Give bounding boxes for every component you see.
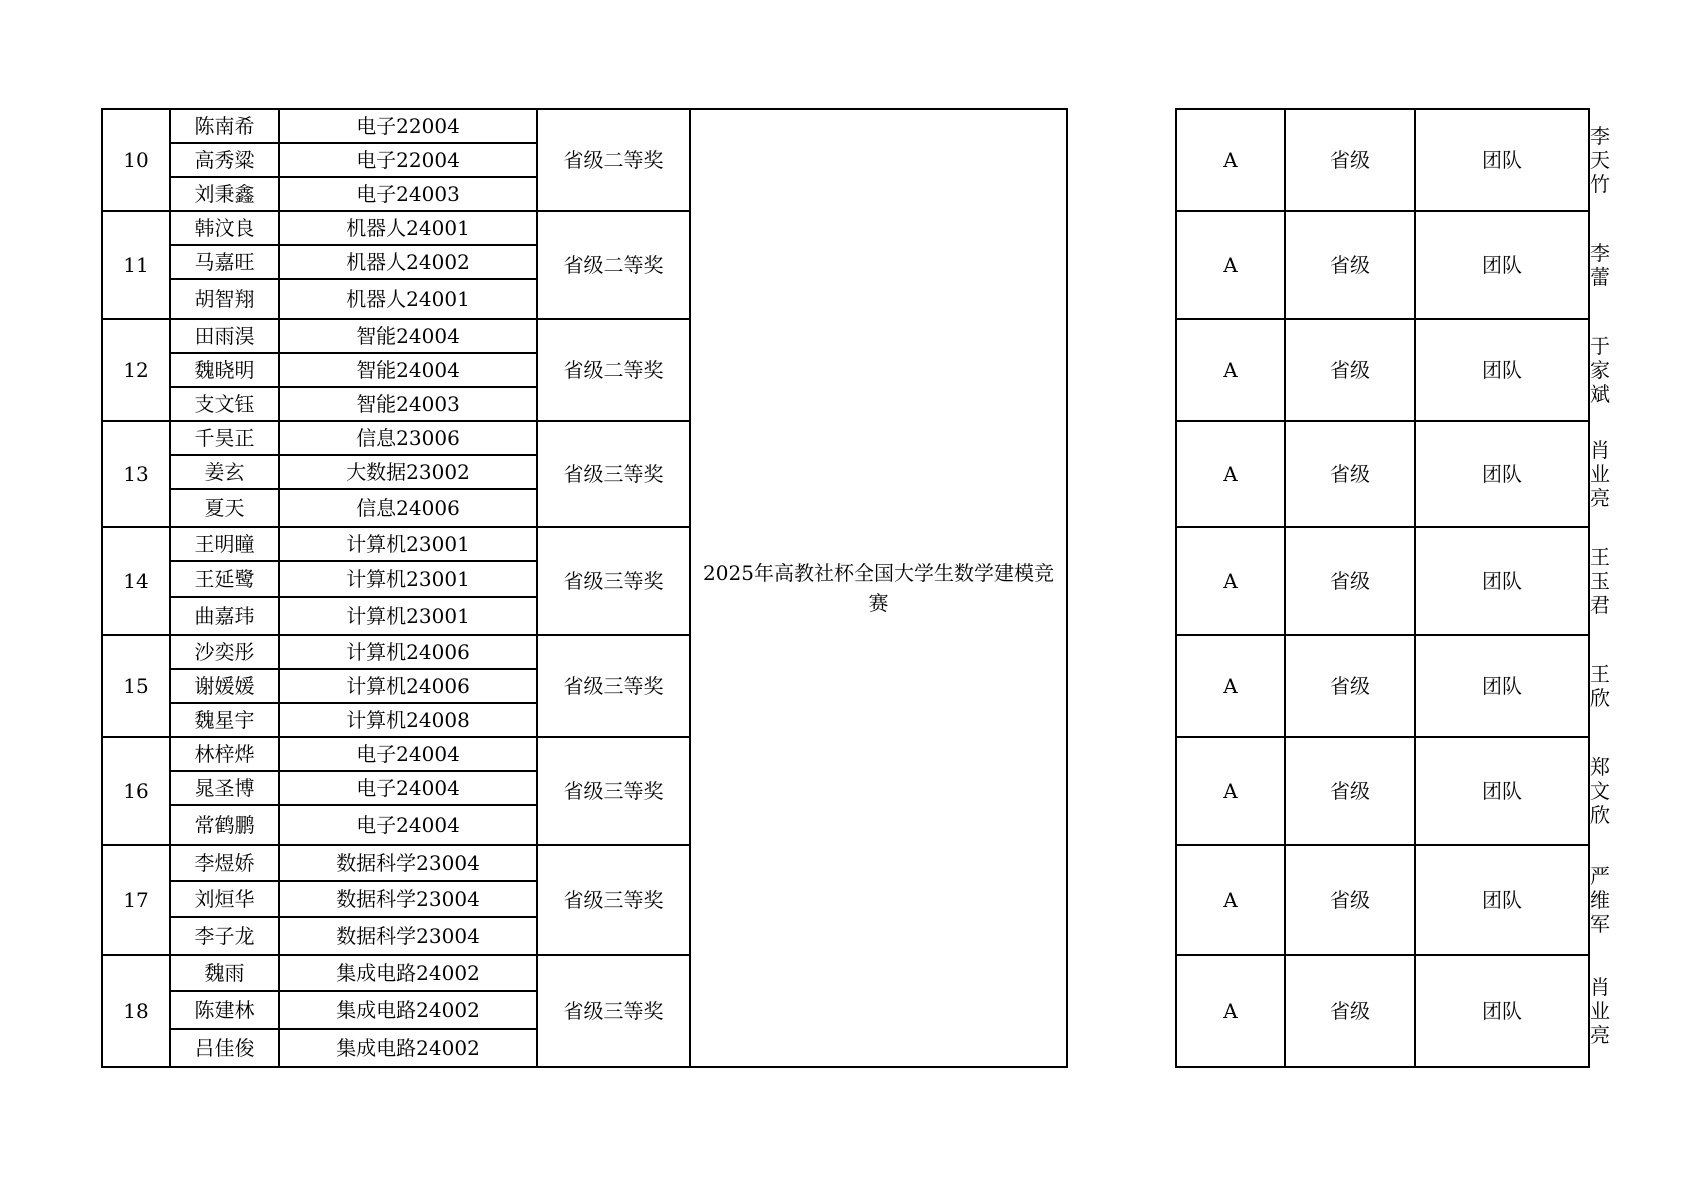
- type-cell: 团队: [1415, 421, 1589, 527]
- type-cell: 团队: [1415, 845, 1589, 955]
- spacer-cell: [1067, 211, 1176, 319]
- category-cell: A: [1176, 109, 1285, 211]
- award-cell: 省级三等奖: [537, 845, 690, 955]
- member-name-cell: 支文钰: [170, 387, 279, 421]
- category-cell: A: [1176, 211, 1285, 319]
- spacer-cell: [1067, 319, 1176, 421]
- member-name-cell: 马嘉旺: [170, 245, 279, 279]
- spacer-cell: [1067, 845, 1176, 955]
- member-name-cell: 姜玄: [170, 455, 279, 489]
- member-class-cell: 数据科学23004: [279, 881, 537, 917]
- member-class-cell: 电子24003: [279, 177, 537, 211]
- member-name-cell: 韩汶良: [170, 211, 279, 245]
- member-class-cell: 智能24004: [279, 353, 537, 387]
- member-name-cell: 刘烜华: [170, 881, 279, 917]
- member-class-cell: 计算机23001: [279, 597, 537, 635]
- member-class-cell: 数据科学23004: [279, 917, 537, 955]
- table-row: 13 千昊正 信息23006 省级三等奖 A 省级 团队 肖业亮: [102, 421, 1589, 455]
- member-name-cell: 李煜娇: [170, 845, 279, 881]
- member-name-cell: 胡智翔: [170, 279, 279, 319]
- member-class-cell: 计算机24006: [279, 669, 537, 703]
- type-cell: 团队: [1415, 109, 1589, 211]
- member-name-cell: 刘秉鑫: [170, 177, 279, 211]
- award-cell: 省级三等奖: [537, 635, 690, 737]
- member-class-cell: 大数据23002: [279, 455, 537, 489]
- level-cell: 省级: [1285, 845, 1415, 955]
- member-name-cell: 曲嘉玮: [170, 597, 279, 635]
- table-row: 14 王明瞳 计算机23001 省级三等奖 A 省级 团队 王玉君: [102, 527, 1589, 561]
- group-number-cell: 13: [102, 421, 170, 527]
- member-class-cell: 集成电路24002: [279, 991, 537, 1029]
- category-cell: A: [1176, 737, 1285, 845]
- level-cell: 省级: [1285, 635, 1415, 737]
- member-class-cell: 计算机23001: [279, 527, 537, 561]
- award-cell: 省级三等奖: [537, 421, 690, 527]
- type-cell: 团队: [1415, 635, 1589, 737]
- member-name-cell: 王延鹭: [170, 561, 279, 597]
- table-row: 10 陈南希 电子22004 省级二等奖 2025年高教社杯全国大学生数学建模竞赛 A 省级 团队 李天竹: [102, 109, 1589, 143]
- member-class-cell: 集成电路24002: [279, 955, 537, 991]
- type-cell: 团队: [1415, 527, 1589, 635]
- member-name-cell: 吕佳俊: [170, 1029, 279, 1067]
- level-cell: 省级: [1285, 955, 1415, 1067]
- table-row: 18 魏雨 集成电路24002 省级三等奖 A 省级 团队 肖业亮: [102, 955, 1589, 991]
- member-name-cell: 魏雨: [170, 955, 279, 991]
- member-name-cell: 陈南希: [170, 109, 279, 143]
- member-class-cell: 电子22004: [279, 143, 537, 177]
- member-class-cell: 智能24004: [279, 319, 537, 353]
- level-cell: 省级: [1285, 737, 1415, 845]
- table-row: 17 李煜娇 数据科学23004 省级三等奖 A 省级 团队 严维军: [102, 845, 1589, 881]
- spacer-cell: [1067, 421, 1176, 527]
- table-row: 12 田雨淏 智能24004 省级二等奖 A 省级 团队 于家斌: [102, 319, 1589, 353]
- member-name-cell: 林梓烨: [170, 737, 279, 771]
- category-cell: A: [1176, 421, 1285, 527]
- group-number-cell: 10: [102, 109, 170, 211]
- award-cell: 省级二等奖: [537, 109, 690, 211]
- member-class-cell: 电子24004: [279, 805, 537, 845]
- category-cell: A: [1176, 635, 1285, 737]
- member-name-cell: 王明瞳: [170, 527, 279, 561]
- group-number-cell: 15: [102, 635, 170, 737]
- competition-name-cell: 2025年高教社杯全国大学生数学建模竞赛: [690, 109, 1067, 1067]
- member-class-cell: 数据科学23004: [279, 845, 537, 881]
- member-name-cell: 沙奕彤: [170, 635, 279, 669]
- member-name-cell: 李子龙: [170, 917, 279, 955]
- type-cell: 团队: [1415, 955, 1589, 1067]
- member-name-cell: 千昊正: [170, 421, 279, 455]
- group-number-cell: 18: [102, 955, 170, 1067]
- group-number-cell: 11: [102, 211, 170, 319]
- member-class-cell: 信息23006: [279, 421, 537, 455]
- level-cell: 省级: [1285, 319, 1415, 421]
- level-cell: 省级: [1285, 421, 1415, 527]
- member-class-cell: 计算机24008: [279, 703, 537, 737]
- member-class-cell: 电子24004: [279, 771, 537, 805]
- table-row: 15 沙奕彤 计算机24006 省级三等奖 A 省级 团队 王欣: [102, 635, 1589, 669]
- member-name-cell: 魏晓明: [170, 353, 279, 387]
- spacer-cell: [1067, 109, 1176, 211]
- group-number-cell: 14: [102, 527, 170, 635]
- spacer-cell: [1067, 527, 1176, 635]
- member-name-cell: 谢媛媛: [170, 669, 279, 703]
- awards-table: [101, 108, 1610, 1068]
- category-cell: A: [1176, 845, 1285, 955]
- level-cell: 省级: [1285, 109, 1415, 211]
- type-cell: 团队: [1415, 319, 1589, 421]
- member-class-cell: 电子22004: [279, 109, 537, 143]
- member-class-cell: 智能24003: [279, 387, 537, 421]
- member-class-cell: 信息24006: [279, 489, 537, 527]
- award-cell: 省级三等奖: [537, 737, 690, 845]
- spacer-cell: [1067, 955, 1176, 1067]
- member-class-cell: 计算机23001: [279, 561, 537, 597]
- award-cell: 省级二等奖: [537, 319, 690, 421]
- member-class-cell: 集成电路24002: [279, 1029, 537, 1067]
- member-class-cell: 机器人24001: [279, 211, 537, 245]
- level-cell: 省级: [1285, 527, 1415, 635]
- member-name-cell: 陈建林: [170, 991, 279, 1029]
- group-number-cell: 17: [102, 845, 170, 955]
- group-number-cell: 16: [102, 737, 170, 845]
- member-class-cell: 机器人24001: [279, 279, 537, 319]
- award-cell: 省级二等奖: [537, 211, 690, 319]
- type-cell: 团队: [1415, 211, 1589, 319]
- member-class-cell: 机器人24002: [279, 245, 537, 279]
- spacer-cell: [1067, 635, 1176, 737]
- member-name-cell: 田雨淏: [170, 319, 279, 353]
- member-name-cell: 晁圣博: [170, 771, 279, 805]
- level-cell: 省级: [1285, 211, 1415, 319]
- category-cell: A: [1176, 319, 1285, 421]
- award-cell: 省级三等奖: [537, 955, 690, 1067]
- member-name-cell: 常鹤鹏: [170, 805, 279, 845]
- member-class-cell: 计算机24006: [279, 635, 537, 669]
- member-name-cell: 夏天: [170, 489, 279, 527]
- table-row: 11 韩汶良 机器人24001 省级二等奖 A 省级 团队 李蕾: [102, 211, 1589, 245]
- type-cell: 团队: [1415, 737, 1589, 845]
- member-name-cell: 魏星宇: [170, 703, 279, 737]
- category-cell: A: [1176, 955, 1285, 1067]
- category-cell: A: [1176, 527, 1285, 635]
- spacer-cell: [1067, 737, 1176, 845]
- award-cell: 省级三等奖: [537, 527, 690, 635]
- member-name-cell: 高秀粱: [170, 143, 279, 177]
- awards-table-body: [102, 109, 1610, 1067]
- table-row: 16 林梓烨 电子24004 省级三等奖 A 省级 团队 郑文欣: [102, 737, 1589, 771]
- member-class-cell: 电子24004: [279, 737, 537, 771]
- group-number-cell: 12: [102, 319, 170, 421]
